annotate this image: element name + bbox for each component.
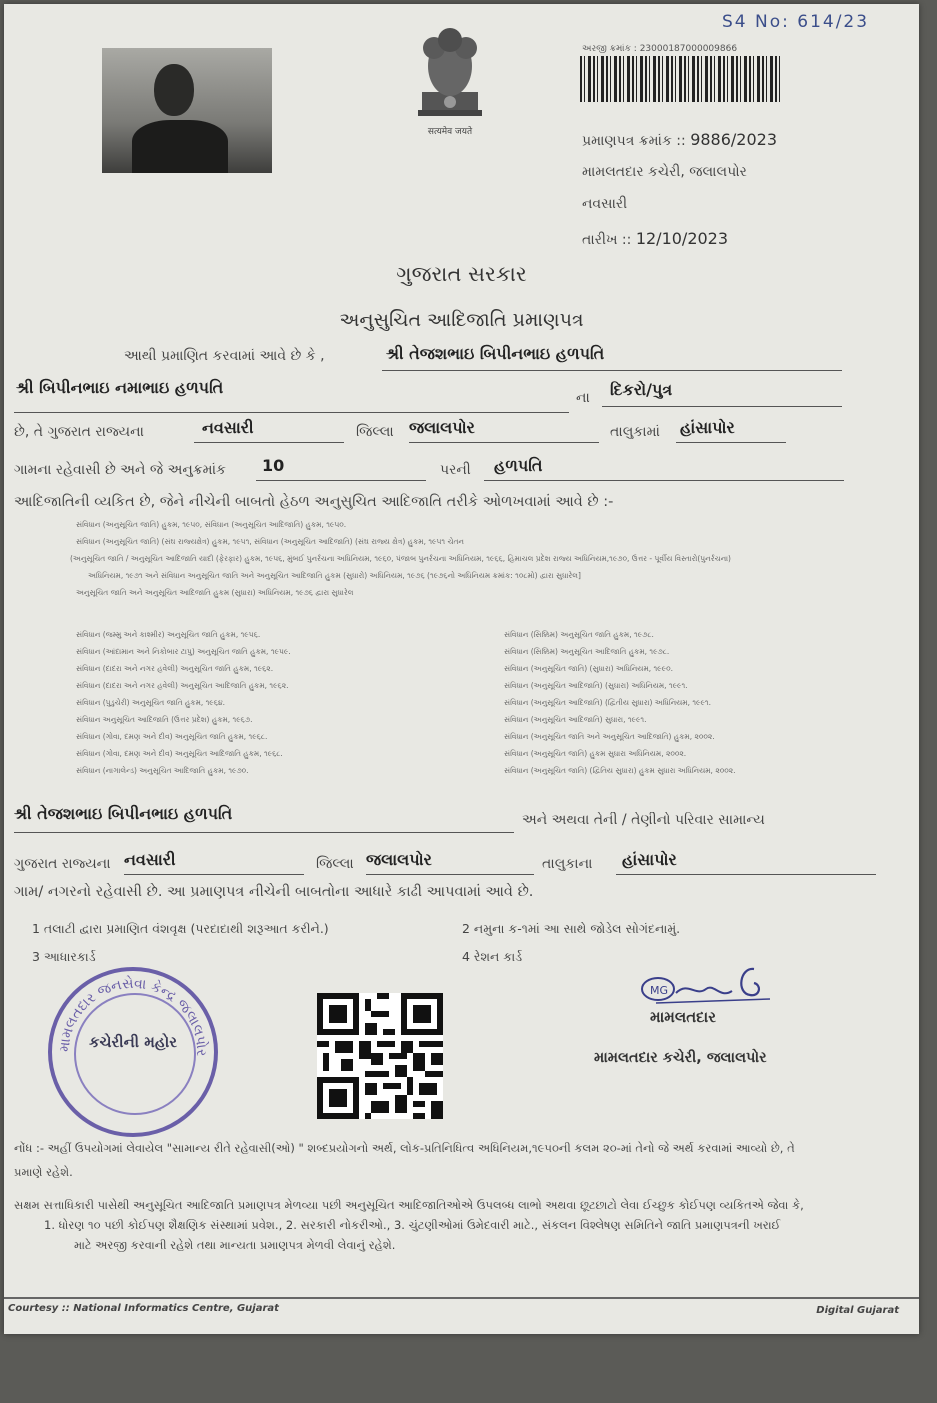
applicant-photo — [102, 48, 272, 173]
note-line-3: 1. ધોરણ ૧૦ પછી કોઈપણ શૈક્ષણિક સંસ્થામાં પ્રવેશ., 2. સરકારી નોકરીઓ., 3. ચુંટણીઓમાં ઉમેદવારી માટે., સંકલન વિશ્લેષણ સમિતિને જાતિ પ્રમાણપત્રની ખરાઈ — [44, 1218, 781, 1232]
signatory-title: મામલતદાર — [650, 1008, 716, 1026]
orders-intro-line: અધિનિયમ, ૧૯૭૧ અને સંવિધાન અનુસૂચિત જાતિ અને અનુસૂચિત આદિજાતિ હુકમ (સુધારો) અધિનિયમ, ૧૯૭૬ (૧૯૭૬નો અધિનિયમ ક્રમાંક: ૧૦૮મો) દ્વારા સુધારેલ] — [88, 571, 581, 580]
orders-left-column — [76, 626, 291, 779]
signature-initials: MG — [650, 984, 669, 997]
relation: દિકરો/પુત્ર — [610, 380, 673, 399]
order-item: સંવિધાન (અનુસૂચિત જાતિ) (દ્વિતિય સુધારા) હુકમ સુધારા અધિનિયમ, ૨૦૦૨. — [504, 766, 736, 775]
family-label: અને અથવા તેની / તેણીનો પરિવાર સામાન્ય — [522, 812, 765, 828]
footer-courtesy: Courtesy :: National Informatics Centre, Gujarat — [8, 1303, 279, 1314]
village-value: હાંસાપોર — [680, 418, 735, 437]
second-village-field — [616, 850, 876, 875]
certify-label: આથી પ્રમાણિત કરવામાં આવે છે કે , — [124, 348, 325, 364]
seal-text: કચેરીની મહોર — [88, 1033, 178, 1051]
basis-item-4: 4 રેશન કાર્ડ — [462, 949, 523, 964]
orders-intro-line: (અનુસૂચિત જાતિ / અનુસૂચિત આદિજાતિ યાદી (ફેરફાર) હુકમ, ૧૯૫૬, મુંબઈ પુનર્રચના અધિનિયમ, ૧૯૬૦, પંજાબ પુનર્રચના અધિનિયમ, ૧૯૬૬, હિમાચલ પ્રદેશ રાજ્ય અધિનિયમ,૧૯૭૦, ઉત્તર - પૂર્વીય વિસ્તારો(પુનર્રચના) — [70, 554, 731, 563]
second-district: નવસારી — [124, 850, 176, 869]
basis-sentence: ગામ/ નગરનો રહેવાસી છે. આ પ્રમાણપત્ર નીચેની બાબતોના આધારે કાઢી આપવામાં આવે છે. — [14, 884, 534, 900]
serial-value: 10 — [262, 456, 285, 475]
caste-value: હળપતિ — [494, 456, 543, 475]
tribe-sentence: આદિજાતિની વ્યકિત છે, જેને નીચેની બાબતો હેઠળ અનુસુચિત આદિજાતિ તરીકે ઓળખવામાં આવે છે :- — [14, 494, 614, 510]
applicant-name-field — [382, 344, 842, 371]
order-item: સંવિધાન (અનુસૂચિત જાતિ) હુકમ સુધારા અધિનિયમ, ૨૦૦૨. — [504, 749, 687, 758]
taluka-value: જલાલપોર — [409, 418, 475, 437]
order-item: સંવિધાન (ગોવા, દમણ અને દીવ) અનુસૂચિત જાતિ હુકમ, ૧૯૬૮. — [76, 732, 268, 741]
office-district: નવસારી — [582, 196, 628, 212]
order-item: સંવિધાન (દાદરા અને નગર હવેલી) અનુસૂચિત જાતિ હુકમ, ૧૯૬૨. — [76, 664, 274, 673]
basis-item-3: 3 આધારકાર્ડ — [32, 949, 96, 964]
note-line-1: નોંધ :- અહીં ઉપયોગમાં લેવાયેલ "સામાન્ય રીતે રહેવાસી(ઓ) " શબ્દપ્રયોગનો અર્થ, લોક-પ્રતિનિધિત્વ અધિનિયમ,૧૯૫૦ની કલમ ૨૦-માં તેનો જે અર્થ કરવામાં આવ્યો છે, તે — [14, 1141, 795, 1155]
qr-code — [317, 993, 443, 1119]
serial-field — [256, 456, 426, 481]
footer — [4, 1297, 919, 1325]
village-field — [676, 418, 786, 443]
barcode — [580, 56, 780, 102]
na-label: ના — [576, 390, 590, 406]
emblem-motto: सत्यमेव जयते — [427, 127, 473, 137]
order-item: સંવિધાન (અનુસૂચિત આદિજાતિ) (સુધારા) અધિનિયમ, ૧૯૯૧. — [504, 681, 688, 690]
orders-right-column — [504, 626, 794, 779]
serial-suffix: પરની — [440, 462, 471, 478]
order-item: સંવિધાન (અનુસૂચિત આદિજાતિ) (દ્વિતીય સુધારા) અધિનિયમ, ૧૯૯૧. — [504, 698, 711, 707]
second-taluka-label: તાલુકાના — [542, 856, 593, 872]
second-state-label: ગુજરાત રાજ્યના — [14, 856, 111, 872]
order-item: સંવિધાન અનુસૂચિત આદિજાતિ (ઉત્તર પ્રદેશ) હુકમ, ૧૯૬૭. — [76, 715, 253, 724]
order-item: સંવિધાન (ગોવા, દમણ અને દીવ) અનુસૂચિત આદિજાતિ હુકમ, ૧૯૬૮. — [76, 749, 283, 758]
district-field — [194, 418, 344, 443]
basis-item-1: 1 તલાટી દ્વારા પ્રમાણિત વંશવૃક્ષ (પરદાદાથી શરૂઆત કરીને.) — [32, 921, 329, 936]
certificate-title: અનુસુચિત આદિજાતિ પ્રમાણપત્ર — [339, 309, 584, 331]
parent-name-field — [14, 378, 569, 413]
relation-field — [602, 380, 842, 407]
parent-name: શ્રી બિપીનભાઇ નમાભાઇ હળપતિ — [16, 378, 224, 397]
taluka-field — [409, 418, 599, 443]
barcode-label: અરજી ક્રમાંક : 23000187000009866 — [582, 44, 738, 54]
order-item: સંવિધાન (દાદરા અને નગર હવેલી) અનુસૂચિત આદિજાતિ હુકમ, ૧૯૬૨. — [76, 681, 289, 690]
office-name: મામલતદાર કચેરી, જલાલપોર — [582, 164, 747, 180]
caste-field — [484, 456, 844, 481]
office-seal — [48, 967, 218, 1137]
government-title: ગુજરાત સરકાર — [396, 262, 527, 286]
order-item: સંવિધાન (આંદામાન અને નિકોબાર ટાપુ) અનુસૂચિત જાતિ હુકમ, ૧૯૫૯. — [76, 647, 291, 656]
order-item: સંવિધાન (અનુસૂચિત આદિજાતિ) સુધારા, ૧૯૯૧. — [504, 715, 647, 724]
resident-label: ગામના રહેવાસી છે અને જે અનુક્રમાંક — [14, 462, 226, 478]
second-district-field — [124, 850, 304, 875]
orders-intro-line: સંવિધાન (અનુસૂચિત જાતિ) (સંઘ રાજ્યક્ષેત્ર) હુકમ, ૧૯૫૧, સંવિધાન (અનુસૂચિત આદિજાતિ) (સંઘ રાજ્ય ક્ષેત્ર) હુકમ, ૧૯૫૧ ચેતન — [76, 537, 465, 546]
issue-date: તારીખ :: 12/10/2023 — [582, 229, 729, 248]
second-taluka-field — [366, 850, 534, 875]
certificate-number: પ્રમાણપત્ર ક્રમાંક :: 9886/2023 — [582, 130, 778, 149]
second-village: હાંસાપોર — [622, 850, 677, 869]
second-district-label: જિલ્લા — [316, 856, 354, 872]
taluka-label: તાલુકામાં — [610, 424, 660, 440]
second-name: શ્રી તેજશભાઇ બિપીનભાઇ હળપતિ — [14, 804, 233, 823]
applicant-name: શ્રી તેજશભાઇ બિપીનભાઇ હળપતિ — [386, 344, 605, 363]
note-line-2: સક્ષમ સત્તાધિકારી પાસેથી અનુસૂચિત આદિજાતિ પ્રમાણપત્ર મેળવ્યા પછી અનુસૂચિત આદિજાતિઓએ ઉપલબ્ધ લાભો અથવા છૂટછાટો લેવા ઈચ્છુક કોઈપણ વ્યકિતએ જેવા કે, — [14, 1198, 804, 1212]
order-item: સંવિધાન (નાગાલેન્ડ) અનુસૂચિત આદિજાતિ હુકમ, ૧૯૭૦. — [76, 766, 249, 775]
handwritten-serial: S4 No: 614/23 — [722, 12, 870, 32]
note-line-1b: પ્રમાણે રહેશે. — [14, 1165, 73, 1179]
national-emblem-icon — [408, 22, 492, 122]
certificate-page — [4, 4, 919, 1334]
order-item: સંવિધાન (સિક્કિમ) અનુસૂચિત જાતિ હુકમ, ૧૯૭૮. — [504, 630, 654, 639]
orders-intro — [70, 516, 731, 601]
second-name-field — [14, 804, 514, 833]
district-value: નવસારી — [202, 418, 254, 437]
orders-intro-line: અનુસૂચિત જાતિ અને અનુસૂચિત આદિજાતિ હુકમ (સુધારા) અધિનિયમ, ૧૯૭૬ દ્વારા સુધારેલ — [76, 588, 354, 597]
state-label: છે, તે ગુજરાત રાજ્યના — [14, 424, 144, 440]
footer-brand: Digital Gujarat — [816, 1305, 899, 1316]
order-item: સંવિધાન (અનુસૂચિત જાતિ અને અનુસૂચિત આદિજાતિ) હુકમ, ૨૦૦૨. — [504, 732, 715, 741]
note-line-4: માટે અરજી કરવાની રહેશે તથા માન્યતા પ્રમાણપત્ર મેળવી લેવાનું રહેશે. — [74, 1238, 396, 1252]
basis-item-2: 2 નમુના ક-૧માં આ સાથે જોડેલ સોગંદનામું. — [462, 921, 681, 936]
signature — [636, 959, 776, 1009]
second-taluka: જલાલપોર — [366, 850, 432, 869]
orders-intro-line: સંવિધાન (અનુસૂચિત જાતિ) હુકમ, ૧૯૫૦, સંવિધાન (અનુસૂચિત આદિજાતિ) હુકમ, ૧૯૫૦. — [76, 520, 347, 529]
district-label: જિલ્લા — [356, 424, 394, 440]
order-item: સંવિધાન (જમ્મુ અને કાશ્મીર) અનુસૂચિત જાતિ હુકમ, ૧૯૫૬. — [76, 630, 261, 639]
order-item: સંવિધાન (અનુસૂચિત જાતિ) (સુધારા) અધિનિયમ, ૧૯૯૦. — [504, 664, 673, 673]
signatory-office: મામલતદાર કચેરી, જલાલપોર — [594, 1050, 767, 1066]
seal-ring-text: મામલતદાર જનસેવા કેન્દ્ર જલાલપોર — [56, 975, 210, 1057]
order-item: સંવિધાન (પુડુચેરી) અનુસૂચિત જાતિ હુકમ, ૧૯૬૪. — [76, 698, 225, 707]
order-item: સંવિધાન (સિક્કિમ) અનુસૂચિત આદિજાતિ હુકમ, ૧૯૭૮. — [504, 647, 670, 656]
